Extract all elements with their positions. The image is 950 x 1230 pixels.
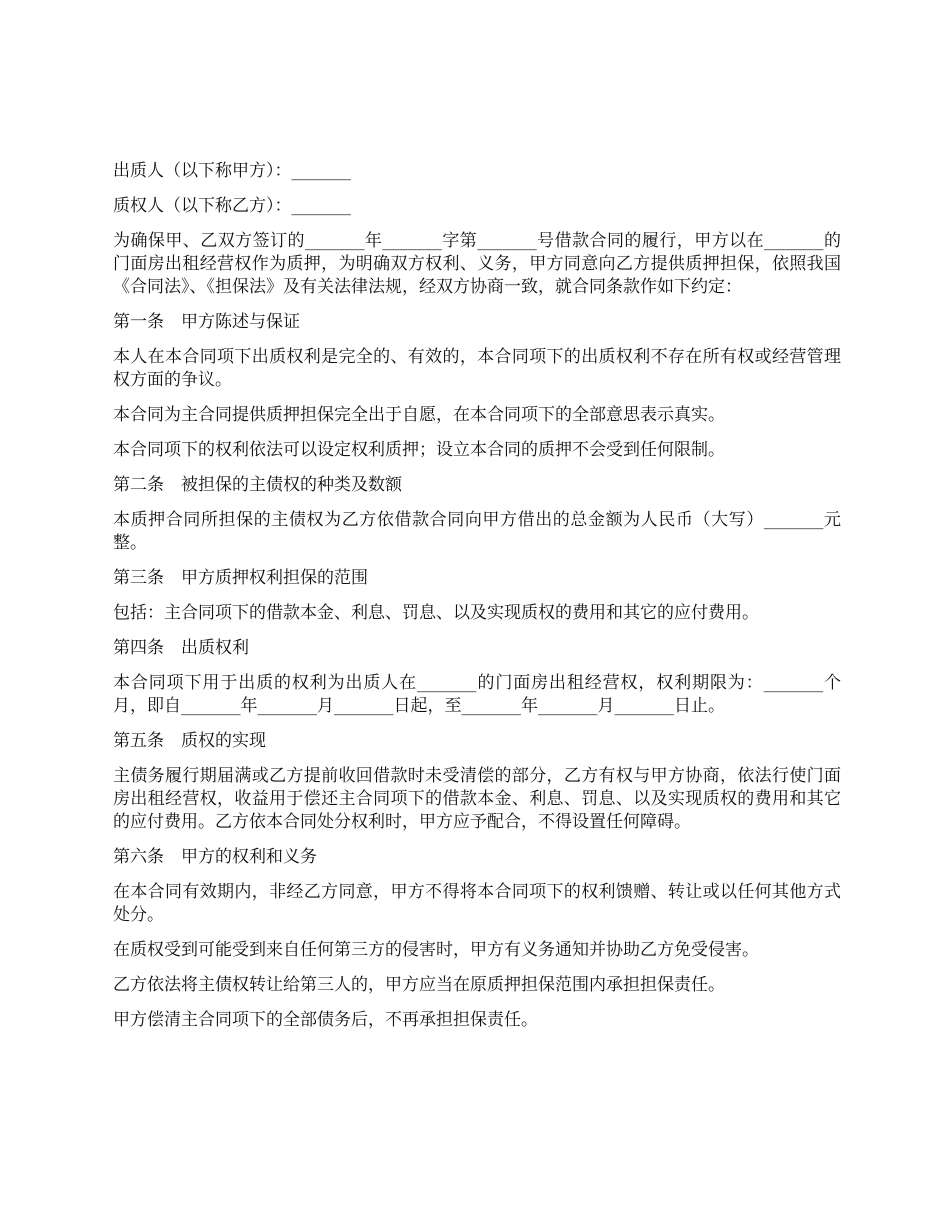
article-1-clause-1: 本人在本合同项下出质权利是完全的、有效的，本合同项下的出质权利不存在所有权或经营管理权方面的争议。 [113, 347, 841, 390]
article-3-heading: 第三条 甲方质押权利担保的范围 [113, 568, 368, 588]
pledgor-line: 出质人（以下称甲方）：_______ [113, 161, 351, 181]
article-6-clause-1: 在本合同有效期内，非经乙方同意，甲方不得将本合同项下的权利馈赠、转让或以任何其他方式处分。 [113, 882, 841, 925]
article-6-clause-4: 甲方偿清主合同项下的全部债务后，不再承担担保责任。 [113, 1010, 538, 1030]
article-1-clause-2: 本合同为主合同提供质押担保完全出于自愿，在本合同项下的全部意思表示真实。 [113, 405, 725, 425]
article-6-heading: 第六条 甲方的权利和义务 [113, 847, 317, 867]
pledgee-line: 质权人（以下称乙方）：_______ [113, 196, 351, 216]
article-6-clause-3: 乙方依法将主债权转让给第三人的，甲方应当在原质押担保范围内承担担保责任。 [113, 975, 725, 995]
article-2-heading: 第二条 被担保的主债权的种类及数额 [113, 475, 402, 495]
article-1-heading: 第一条 甲方陈述与保证 [113, 312, 300, 332]
article-5-clause: 主债务履行期届满或乙方提前收回借款时未受清偿的部分，乙方有权与甲方协商，依法行使门面房出租经营权，收益用于偿还主合同项下的借款本金、利息、罚息、以及实现质权的费用和其它的应付费用。乙方依本合同处分权利时，甲方应予配合，不得设置任何障碍。 [113, 766, 841, 832]
article-6-clause-2: 在质权受到可能受到来自任何第三方的侵害时，甲方有义务通知并协助乙方免受侵害。 [113, 940, 759, 960]
article-2-clause: 本质押合同所担保的主债权为乙方依借款合同向甲方借出的总金额为人民币（大写）_______元整。 [113, 510, 841, 553]
article-1-clause-3: 本合同项下的权利依法可以设定权利质押；设立本合同的质押不会受到任何限制。 [113, 440, 725, 460]
article-5-heading: 第五条 质权的实现 [113, 731, 266, 751]
article-4-heading: 第四条 出质权利 [113, 638, 249, 658]
article-4-clause: 本合同项下用于出质的权利为出质人在_______的门面房出租经营权，权利期限为：_______个月，即自_______年_______月_______日起，至_______年_______月_______日止。 [113, 673, 841, 716]
article-3-clause: 包括：主合同项下的借款本金、利息、罚息、以及实现质权的费用和其它的应付费用。 [113, 603, 759, 623]
contract-body [113, 160, 841, 1044]
preamble-paragraph: 为确保甲、乙双方签订的_______年_______字第_______号借款合同的履行，甲方以在_______的门面房出租经营权作为质押，为明确双方权利、义务，甲方同意向乙方提供质押担保，依照我国《合同法》、《担保法》及有关法律法规，经双方协商一致，就合同条款作如下约定： [113, 231, 841, 297]
